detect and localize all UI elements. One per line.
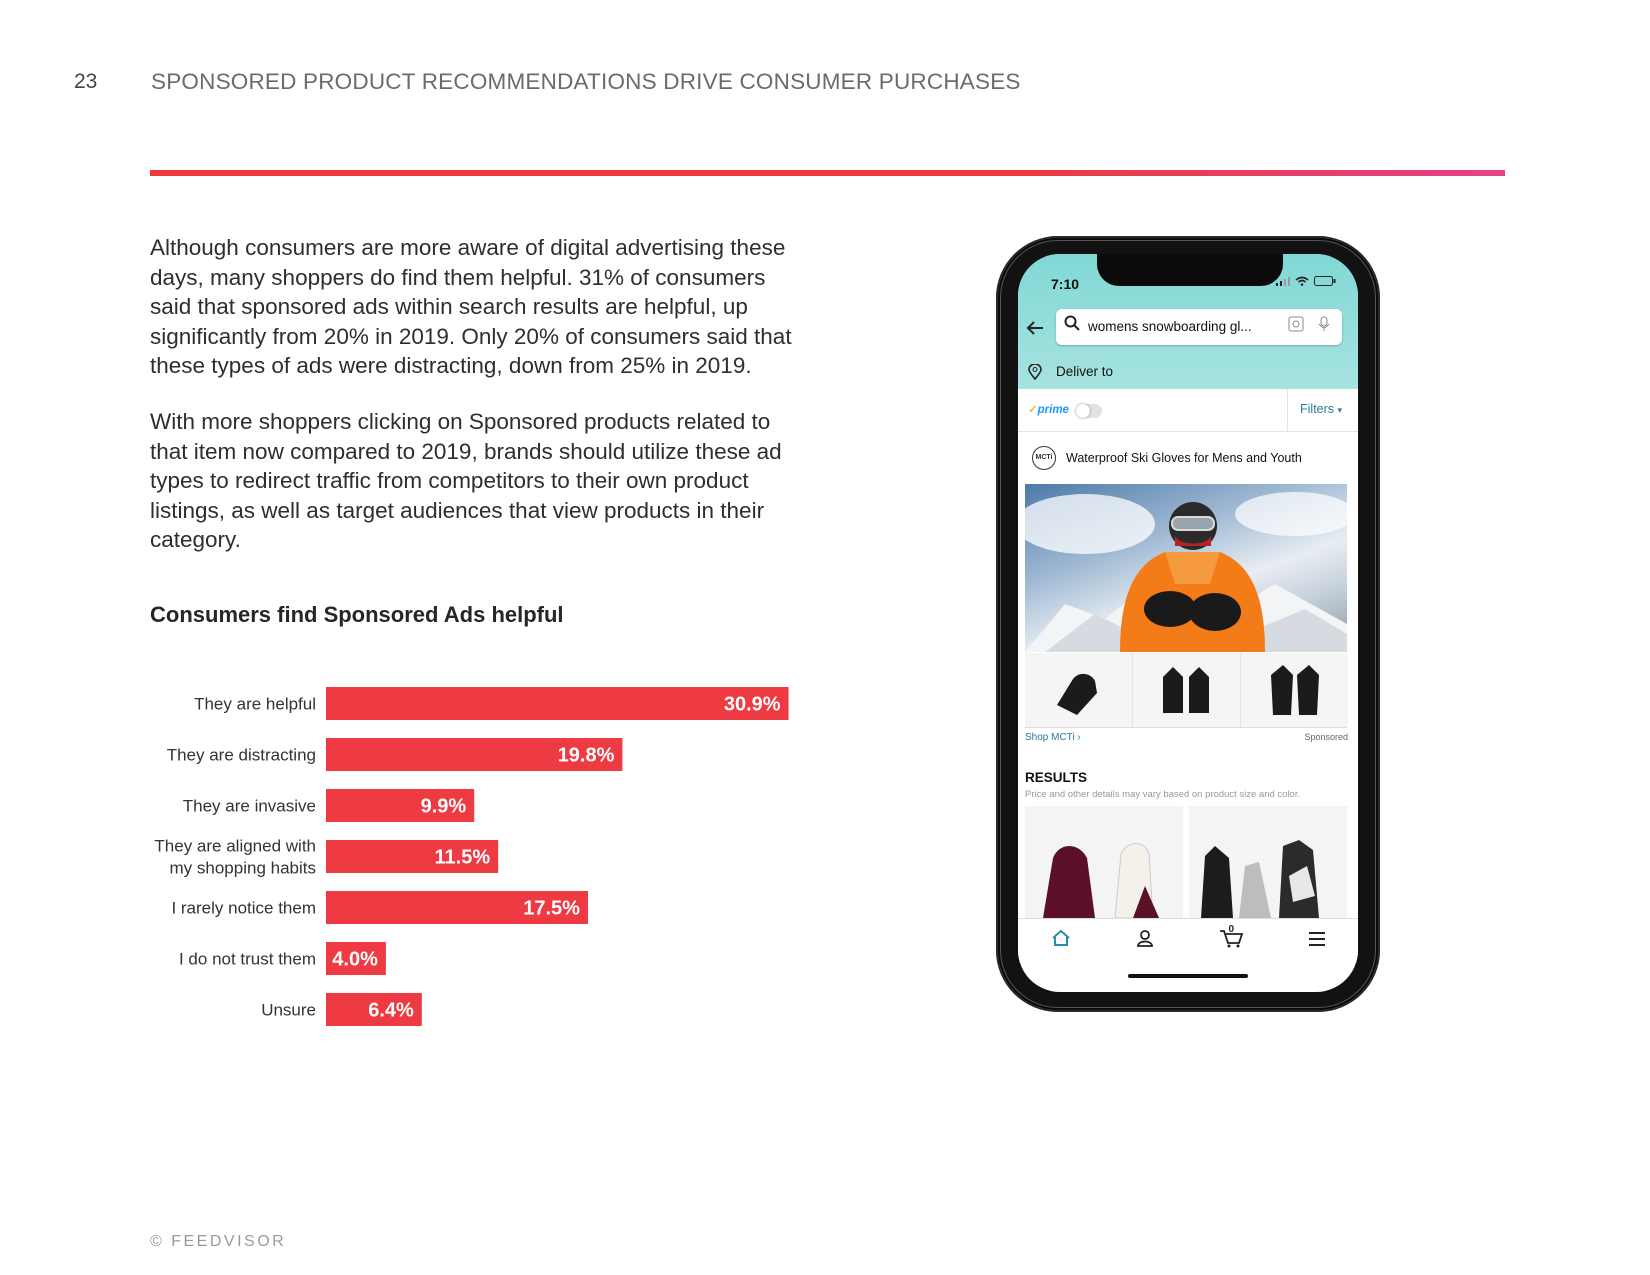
chevron-down-icon: ▾ (1337, 405, 1343, 415)
category-label: I do not trust them (178, 949, 316, 969)
result-images (1025, 806, 1347, 918)
brand-logo: MCTi (1032, 446, 1056, 470)
prime-label: ✓prime (1028, 404, 1069, 416)
phone-mockup (996, 236, 1380, 1012)
filter-bar (1018, 389, 1358, 432)
category-label: They are aligned with (154, 836, 316, 856)
results-subtitle: Price and other details may vary based on product size and color. (1025, 789, 1301, 800)
sponsored-label: Sponsored (1304, 732, 1348, 742)
bar-value-label: 17.5% (523, 897, 580, 920)
sponsored-brand-row[interactable] (1018, 432, 1358, 482)
mic-icon[interactable] (1317, 316, 1331, 336)
back-arrow-icon[interactable] (1026, 316, 1044, 342)
body-paragraph-1: Although consumers are more aware of digital advertising these days, many shoppers do find them helpful. 31% of consumers said that sponsored ads within search results are helpful, up significantly from 20% in 2019. Only 20% of consumers said that these types of ads were distracting, down from 25% in 2019. (150, 235, 792, 378)
status-time: 7:10 (1051, 276, 1080, 292)
search-icon (1064, 315, 1080, 336)
header-rule (150, 170, 1505, 176)
category-label: They are distracting (166, 745, 316, 765)
phone-screen (1018, 254, 1358, 992)
account-icon[interactable] (1136, 929, 1154, 953)
home-indicator (1128, 974, 1248, 978)
product-thumbnail[interactable] (1025, 653, 1133, 727)
results-heading: RESULTS (1025, 770, 1088, 785)
bar-value-label: 11.5% (434, 846, 491, 869)
cart-icon[interactable] (1219, 924, 1243, 954)
result-product-image[interactable] (1189, 806, 1347, 918)
bar-value-label: 4.0% (332, 948, 378, 971)
wifi-icon (1295, 276, 1309, 286)
shop-brand-link[interactable]: Shop MCTi › (1025, 732, 1081, 743)
body-paragraph-2: With more shoppers clicking on Sponsored products related to that item now compared to 2019, brands should utilize these ad types to redirect traffic from competitors to their own product listings, as well as target audiences that view products in their category. (150, 409, 782, 552)
footer-copyright: © FEEDVISOR (150, 1233, 287, 1250)
brand-ad-title: Waterproof Ski Gloves for Mens and Youth (1066, 451, 1302, 465)
check-icon: ✓ (1028, 404, 1038, 416)
bar-value-label: 19.8% (557, 744, 615, 767)
category-label: They are helpful (194, 694, 316, 714)
search-query: womens snowboarding gl... (1088, 319, 1252, 334)
category-label: my shopping habits (169, 858, 316, 878)
filters-button[interactable]: Filters ▾ (1300, 402, 1343, 416)
camera-icon[interactable] (1288, 316, 1304, 336)
location-pin-icon (1028, 364, 1042, 384)
product-thumbnail[interactable] (1241, 653, 1348, 727)
bottom-nav (1018, 918, 1358, 963)
bar-chart (140, 680, 820, 1040)
bar-value-label: 9.9% (420, 795, 467, 818)
category-label: Unsure (261, 1000, 316, 1020)
bar-value-label: 6.4% (368, 999, 414, 1022)
page-number: 23 (74, 70, 98, 93)
chart-title: Consumers find Sponsored Ads helpful (150, 602, 564, 627)
home-icon[interactable] (1051, 929, 1071, 953)
bar (326, 687, 789, 720)
menu-icon[interactable] (1308, 930, 1326, 953)
battery-icon (1314, 276, 1336, 286)
prime-toggle[interactable] (1076, 404, 1102, 418)
phone-notch (1097, 254, 1283, 286)
product-thumbnails (1025, 653, 1347, 728)
divider (1287, 389, 1288, 431)
cart-count: 0 (1228, 924, 1235, 935)
bar-value-label: 30.9% (723, 693, 781, 716)
hero-product-image[interactable] (1025, 484, 1347, 652)
search-input[interactable] (1056, 309, 1342, 345)
status-icons (1276, 276, 1336, 289)
product-thumbnail[interactable] (1133, 653, 1241, 727)
deliver-to-link[interactable]: Deliver to (1056, 364, 1114, 379)
header-title: SPONSORED PRODUCT RECOMMENDATIONS DRIVE CONSUMER PURCHASES (151, 69, 1021, 94)
category-label: I rarely notice them (171, 898, 316, 918)
category-label: They are invasive (182, 796, 316, 816)
result-product-image[interactable] (1025, 806, 1183, 918)
